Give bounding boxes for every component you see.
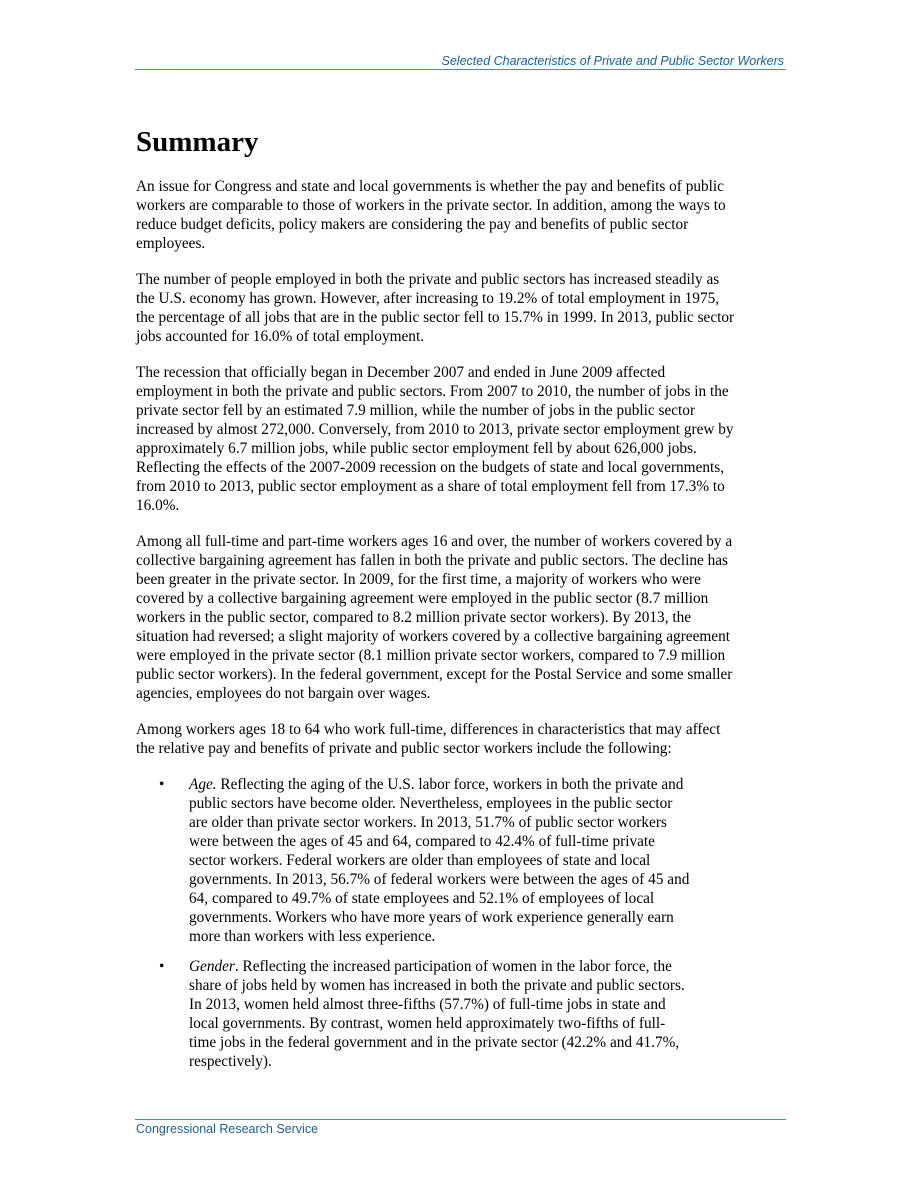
characteristics-list: [136, 775, 790, 1071]
text-line: In 2013, women held almost three-fifths (57.7%) of full-time jobs in state and: [189, 996, 666, 1013]
paragraph-5: [136, 720, 790, 758]
text-line: approximately 6.7 million jobs, while public sector employment fell by about 626,000 jobs.: [136, 440, 697, 457]
text-line: 64, compared to 49.7% of state employees and 52.1% of employees of local: [189, 890, 655, 907]
bullet-gender: [136, 957, 790, 1071]
text-line: workers in the public sector, compared to 8.2 million private sector workers). By 2013, the: [136, 609, 692, 626]
footer-publisher: Congressional Research Service: [136, 1122, 319, 1136]
text-line: from 2010 to 2013, public sector employment as a share of total employment fell from 17.3% to: [136, 478, 725, 495]
text-line: the U.S. economy has grown. However, after increasing to 19.2% of total employment in 1975,: [136, 290, 720, 307]
bullet-icon: •: [159, 776, 165, 793]
bullet-age: [136, 775, 790, 946]
text-line: are older than private sector workers. In 2013, 51.7% of public sector workers: [189, 814, 667, 831]
text-line: [189, 775, 790, 794]
text-line: were between the ages of 45 and 64, compared to 42.4% of full-time private: [189, 833, 655, 850]
text-line: collective bargaining agreement has fallen in both the private and public sectors. The decline has: [136, 552, 728, 569]
footer-rule: [135, 1119, 786, 1120]
text-line: Among all full-time and part-time workers ages 16 and over, the number of workers covered by a: [136, 533, 733, 550]
text-line: local governments. By contrast, women held approximately two-fifths of full-: [189, 1015, 666, 1032]
running-header: Selected Characteristics of Private and Public Sector Workers: [441, 54, 784, 68]
text-line: The recession that officially began in December 2007 and ended in June 2009 affected: [136, 364, 666, 381]
text-line: The number of people employed in both the private and public sectors has increased steadily as: [136, 271, 720, 288]
text-line: time jobs in the federal government and in the private sector (42.2% and 41.7%,: [189, 1034, 680, 1051]
text-line: been greater in the private sector. In 2009, for the first time, a majority of workers who were: [136, 571, 701, 588]
text-line: the percentage of all jobs that are in the public sector fell to 15.7% in 1999. In 2013, public sector: [136, 309, 735, 326]
text-line: governments. Workers who have more years of work experience generally earn: [189, 909, 674, 926]
text-line: private sector fell by an estimated 7.9 million, while the number of jobs in the public sector: [136, 402, 696, 419]
text-line: jobs accounted for 16.0% of total employment.: [136, 328, 425, 345]
text-line: increased by almost 272,000. Conversely, from 2010 to 2013, private sector employment grew by: [136, 421, 734, 438]
text-line: public sectors have become older. Nevertheless, employees in the public sector: [189, 795, 673, 812]
text-line: the relative pay and benefits of private and public sector workers include the following:: [136, 740, 672, 757]
bullet-icon: •: [159, 958, 165, 975]
text-line: 16.0%.: [136, 497, 180, 514]
text-line: covered by a collective bargaining agreement were employed in the public sector (8.7 million: [136, 590, 709, 607]
paragraph-4: [136, 532, 790, 703]
text-line: [189, 957, 790, 976]
text-line: governments. In 2013, 56.7% of federal workers were between the ages of 45 and: [189, 871, 690, 888]
bullet-text: . Reflecting the increased participation of women in the labor force, the: [234, 958, 672, 975]
document-body: [136, 177, 790, 1082]
paragraph-1: [136, 177, 790, 253]
text-line: public sector workers). In the federal government, except for the Postal Service and some smaller: [136, 666, 733, 683]
header-rule: [135, 69, 786, 70]
text-line: employment in both the private and public sectors. From 2007 to 2010, the number of jobs in the: [136, 383, 729, 400]
text-line: more than workers with less experience.: [189, 928, 436, 945]
text-line: agencies, employees do not bargain over wages.: [136, 685, 431, 702]
text-line: situation had reversed; a slight majority of workers covered by a collective bargaining agreement: [136, 628, 730, 645]
text-line: An issue for Congress and state and local governments is whether the pay and benefits of public: [136, 178, 724, 195]
text-line: employees.: [136, 235, 206, 252]
text-line: Reflecting the effects of the 2007-2009 recession on the budgets of state and local governments,: [136, 459, 725, 476]
text-line: were employed in the private sector (8.1 million private sector workers, compared to 7.9 million: [136, 647, 726, 664]
paragraph-3: [136, 363, 790, 515]
bullet-text: Reflecting the aging of the U.S. labor force, workers in both the private and: [216, 776, 684, 793]
text-line: reduce budget deficits, policy makers are considering the pay and benefits of public sector: [136, 216, 689, 233]
text-line: share of jobs held by women has increased in both the private and public sectors.: [189, 977, 685, 994]
paragraph-2: [136, 270, 790, 346]
section-title: Summary: [136, 126, 259, 158]
bullet-term: Age.: [189, 776, 217, 793]
text-line: respectively).: [189, 1053, 272, 1070]
text-line: sector workers. Federal workers are older than employees of state and local: [189, 852, 651, 869]
bullet-term: Gender: [189, 958, 235, 975]
text-line: workers are comparable to those of workers in the private sector. In addition, among the ways to: [136, 197, 726, 214]
text-line: Among workers ages 18 to 64 who work full-time, differences in characteristics that may affect: [136, 721, 721, 738]
